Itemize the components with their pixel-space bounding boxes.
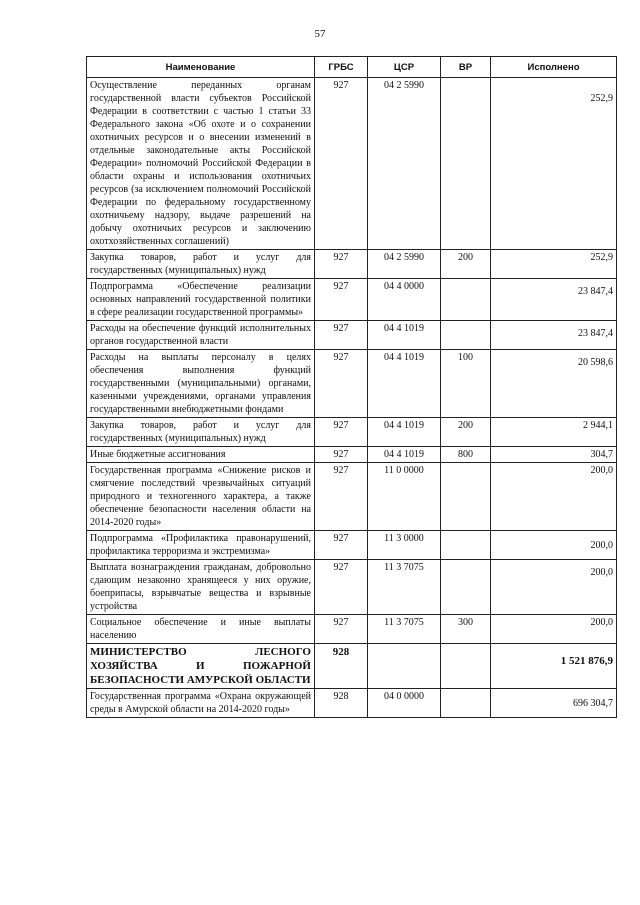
cell-name: Государственная программа «Охрана окружающей среды в Амурской области на 2014-2020 годы» [87,689,315,718]
cell-name: МИНИСТЕРСТВО ЛЕСНОГО ХОЗЯЙСТВА И ПОЖАРНОЙ БЕЗОПАСНОСТИ АМУРСКОЙ ОБЛАСТИ [87,644,315,689]
cell-csr: 04 0 0000 [368,689,441,718]
cell-name: Закупка товаров, работ и услуг для государственных (муниципальных) нужд [87,418,315,447]
cell-name: Осуществление переданных органам государственной власти субъектов Российской Федерации в соответствии с частью 1 статьи 33 Федерального закона «Об охоте и о сохранении охотничьих ресурсов и о внесении изменений в отдельные законодательные акты Российской Федерации» полномочий Российской Федерации в области охраны и использования охотничьих ресурсов (за исключением полномочий Российской Федерации по федеральному государственному охотничьему надзору, выдаче разрешений на добычу охотничьих ресурсов и заключению охотхозяйственных соглашений) [87,78,315,250]
cell-name: Расходы на выплаты персоналу в целях обеспечения выполнения функций государственными (муниципальными) органами, казенными учреждениями, органами управления государственными внебюджетными фондами [87,350,315,418]
cell-csr: 11 3 7075 [368,560,441,615]
cell-grbs: 927 [315,350,368,418]
page-number: 57 [314,28,326,40]
cell-grbs: 927 [315,78,368,250]
cell-executed: 252,9 [491,78,617,250]
table-row [87,279,617,321]
cell-vr [441,560,491,615]
cell-executed: 1 521 876,9 [491,644,617,689]
cell-executed: 200,0 [491,615,617,644]
cell-grbs: 927 [315,463,368,531]
cell-csr: 04 4 1019 [368,418,441,447]
cell-csr: 04 4 1019 [368,447,441,463]
table-header-row [87,57,617,78]
cell-grbs: 927 [315,321,368,350]
cell-executed: 20 598,6 [491,350,617,418]
cell-vr: 200 [441,418,491,447]
cell-name: Социальное обеспечение и иные выплаты населению [87,615,315,644]
cell-grbs: 927 [315,615,368,644]
cell-vr [441,644,491,689]
cell-executed: 252,9 [491,250,617,279]
cell-name: Выплата вознаграждения гражданам, добровольно сдающим незаконно хранящееся у них оружие, боеприпасы, взрывчатые вещества и взрывные устройства [87,560,315,615]
table-row-ministry [87,644,617,689]
cell-csr: 11 0 0000 [368,463,441,531]
cell-executed: 200,0 [491,560,617,615]
cell-vr [441,78,491,250]
table-row [87,321,617,350]
cell-vr: 300 [441,615,491,644]
table-row [87,250,617,279]
cell-vr [441,279,491,321]
cell-grbs: 927 [315,250,368,279]
table-row [87,531,617,560]
cell-grbs: 928 [315,689,368,718]
table-row [87,350,617,418]
table-row [87,560,617,615]
cell-csr: 04 2 5990 [368,78,441,250]
cell-grbs: 927 [315,447,368,463]
budget-table [86,56,617,718]
table-row [87,78,617,250]
cell-executed: 200,0 [491,531,617,560]
cell-csr: 11 3 0000 [368,531,441,560]
table-body [87,78,617,718]
cell-executed: 200,0 [491,463,617,531]
cell-name: Подпрограмма «Профилактика правонарушений, профилактика терроризма и экстремизма» [87,531,315,560]
cell-vr [441,689,491,718]
cell-vr: 100 [441,350,491,418]
cell-vr: 800 [441,447,491,463]
cell-name: Расходы на обеспечение функций исполнительных органов государственной власти [87,321,315,350]
header-name: Наименование [87,57,315,78]
header-grbs: ГРБС [315,57,368,78]
cell-vr [441,463,491,531]
header-vr: ВР [441,57,491,78]
cell-csr: 11 3 7075 [368,615,441,644]
cell-vr [441,531,491,560]
cell-executed: 304,7 [491,447,617,463]
cell-csr: 04 4 0000 [368,279,441,321]
cell-grbs: 927 [315,279,368,321]
table-row [87,447,617,463]
cell-csr: 04 4 1019 [368,321,441,350]
cell-executed: 696 304,7 [491,689,617,718]
cell-name: Иные бюджетные ассигнования [87,447,315,463]
cell-name: Государственная программа «Снижение рисков и смягчение последствий чрезвычайных ситуаций природного и техногенного характера, а также обеспечение безопасности населения области на 2014-2020 годы» [87,463,315,531]
table-row [87,615,617,644]
table-row [87,463,617,531]
cell-grbs: 927 [315,418,368,447]
header-csr: ЦСР [368,57,441,78]
cell-grbs: 927 [315,531,368,560]
cell-grbs: 927 [315,560,368,615]
cell-executed: 23 847,4 [491,279,617,321]
table-row [87,689,617,718]
cell-csr: 04 2 5990 [368,250,441,279]
cell-grbs: 928 [315,644,368,689]
cell-vr [441,321,491,350]
cell-name: Закупка товаров, работ и услуг для государственных (муниципальных) нужд [87,250,315,279]
header-executed: Исполнено [491,57,617,78]
cell-executed: 2 944,1 [491,418,617,447]
cell-csr [368,644,441,689]
cell-executed: 23 847,4 [491,321,617,350]
cell-vr: 200 [441,250,491,279]
cell-csr: 04 4 1019 [368,350,441,418]
cell-name: Подпрограмма «Обеспечение реализации основных направлений государственной политики в сфере реализации государственной программы» [87,279,315,321]
table-row [87,418,617,447]
